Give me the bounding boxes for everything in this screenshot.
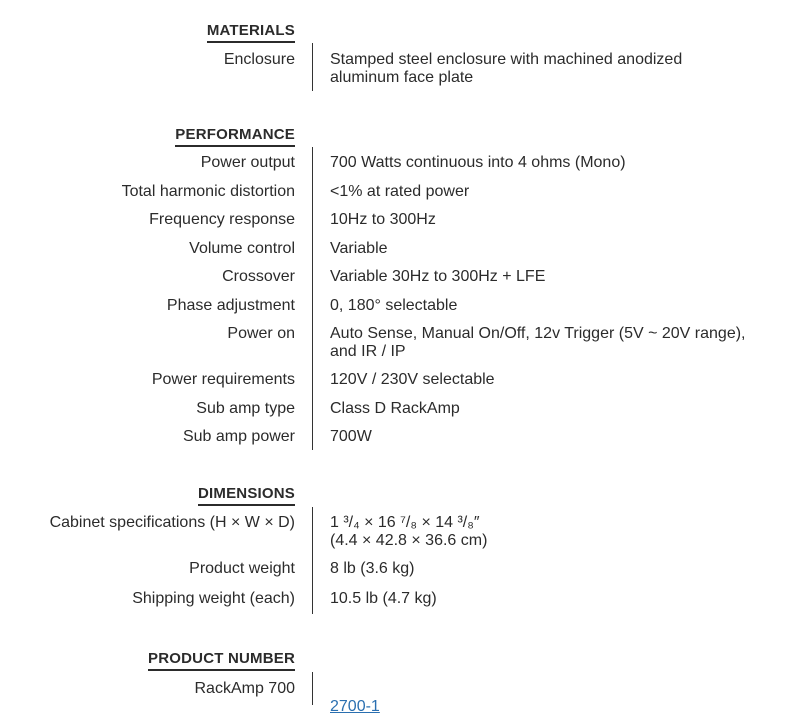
section-heading: PRODUCT NUMBER — [148, 649, 295, 671]
spec-value: Class D RackAmp — [330, 400, 460, 417]
spec-label: Product weight — [189, 560, 295, 577]
spec-value: 700 Watts continuous into 4 ohms (Mono) — [330, 154, 626, 171]
spec-label: Shipping weight (each) — [132, 590, 295, 607]
spec-label: Cabinet specifications (H × W × D) — [49, 514, 295, 531]
divider-line — [312, 43, 313, 91]
spec-label: Frequency response — [149, 211, 295, 228]
spec-value: 0, 180° selectable — [330, 297, 458, 314]
spec-label: Enclosure — [223, 51, 295, 68]
spec-value: Variable — [330, 240, 388, 257]
spec-label: Phase adjustment — [166, 297, 295, 314]
spec-value: 10.5 lb (4.7 kg) — [330, 590, 437, 607]
spec-value: 10Hz to 300Hz — [330, 211, 436, 228]
spec-label: Sub amp type — [196, 400, 295, 417]
spec-value: <1% at rated power — [330, 183, 470, 200]
spec-value: 1 ³/₄ × 16 ⁷/₈ × 14 ³/₈″ (4.4 × 42.8 × 36.6 cm) — [330, 514, 488, 549]
spec-label: Power output — [200, 154, 295, 171]
spec-value — [330, 680, 790, 716]
spec-value: Stamped steel enclosure with machined anodized aluminum face plate — [330, 51, 683, 86]
section-heading: PERFORMANCE — [175, 125, 295, 147]
spec-label: Power requirements — [151, 371, 295, 388]
spec-label: RackAmp 700 — [194, 680, 295, 697]
divider-line — [312, 507, 313, 614]
spec-value: 8 lb (3.6 kg) — [330, 560, 415, 577]
spec-value: 700W — [330, 428, 372, 445]
spec-label: Power on — [227, 325, 295, 342]
spec-value: 120V / 230V selectable — [330, 371, 495, 388]
spec-value: Auto Sense, Manual On/Off, 12v Trigger (5V ~ 20V range), and IR / IP — [330, 325, 746, 360]
spec-label: Volume control — [189, 240, 295, 257]
divider-line — [312, 147, 313, 450]
spec-value: Variable 30Hz to 300Hz + LFE — [330, 268, 546, 285]
divider-line — [312, 672, 313, 705]
spec-label: Crossover — [222, 268, 295, 285]
spec-label: Sub amp power — [182, 428, 295, 445]
section-heading: MATERIALS — [207, 21, 295, 43]
product-number-link[interactable]: 2700-1 — [330, 698, 380, 715]
section-heading: DIMENSIONS — [198, 484, 295, 506]
spec-label: Total harmonic distortion — [121, 183, 295, 200]
